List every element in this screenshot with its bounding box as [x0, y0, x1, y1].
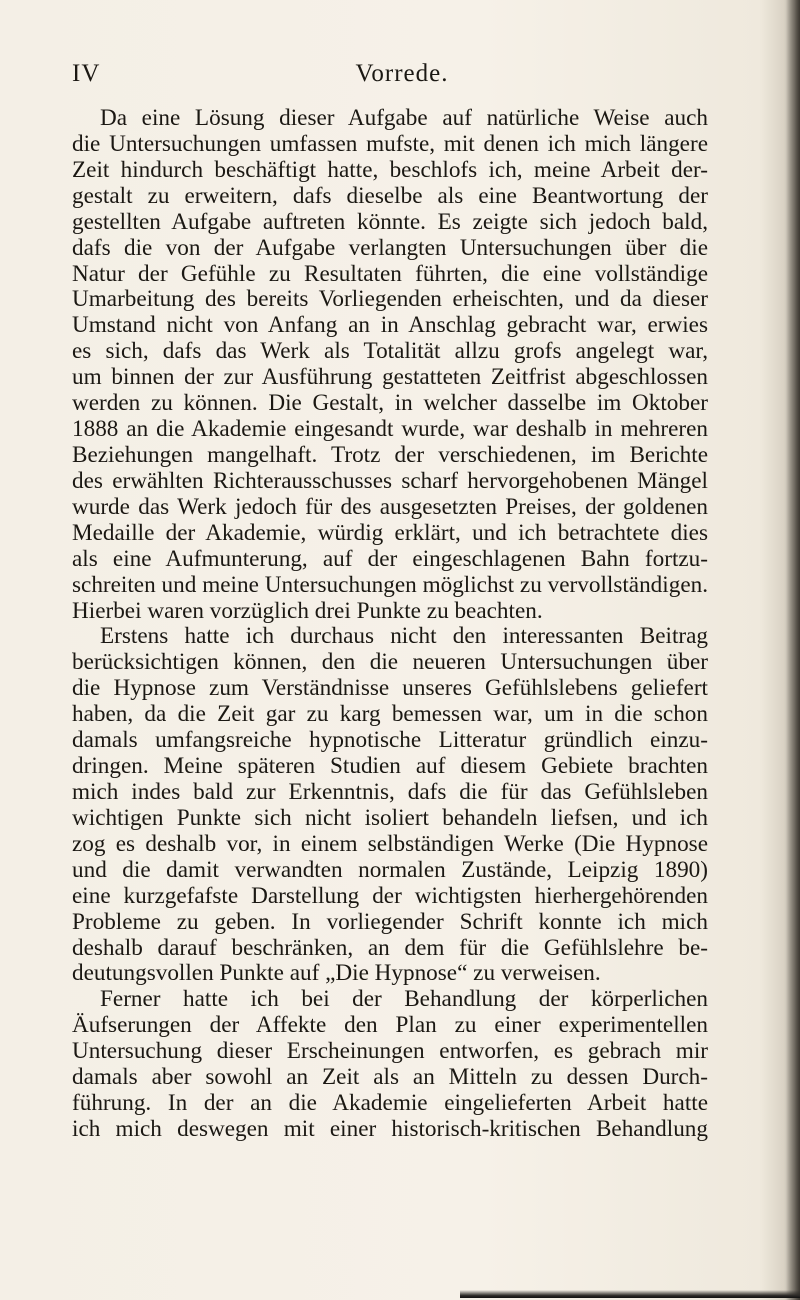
page-bottom-edge [460, 1290, 800, 1298]
text-line: zog es deshalb vor, in einem selbständigen Werke (Die Hypnose [72, 830, 708, 857]
text-line: Untersuchung dieser Erscheinungen entworfen, es gebrach mir [72, 1038, 708, 1065]
text-line: Medaille der Akademie, würdig erklärt, und ich betrachtete dies [72, 519, 708, 546]
text-line: Da eine Lösung dieser Aufgabe auf natürliche Weise auch [100, 105, 708, 131]
text-line: um binnen der zur Ausführung gestatteten Zeitfrist abgeschlossen [72, 364, 708, 391]
text-line: gestellten Aufgabe auftreten könnte. Es zeigte sich jedoch bald, [72, 208, 708, 235]
text-line: Umstand nicht von Anfang an in Anschlag gebracht war, erwies [72, 312, 708, 339]
text-line: ich mich deswegen mit einer historisch-kritischen Behandlung [72, 1115, 708, 1142]
text-line: mich indes bald zur Erkenntnis, dafs die für das Gefühlsleben [72, 778, 708, 805]
text-line: damals umfangsreiche hypnotische Litteratur gründlich einzu- [72, 727, 708, 754]
text-line: führung. In der an die Akademie eingelieferten Arbeit hatte [72, 1090, 708, 1117]
text-line: gestalt zu erweitern, dafs dieselbe als eine Beantwortung der [72, 182, 708, 209]
text-line: Umarbeitung des bereits Vorliegenden erheischten, und da dieser [72, 286, 708, 313]
text-line: eine kurzgefafste Darstellung der wichtigsten hierhergehörenden [72, 882, 708, 909]
running-head: Vorrede. [355, 60, 449, 87]
text-line: Äufserungen der Affekte den Plan zu einer experimentellen [72, 1012, 708, 1039]
text-line: Hierbei waren vorzüglich drei Punkte zu beachten. [72, 597, 543, 624]
text-line: Ferner hatte ich bei der Behandlung der körperlichen [100, 986, 708, 1013]
text-line: Beziehungen mangelhaft. Trotz der verschiedenen, im Berichte [72, 441, 708, 468]
text-line: es sich, dafs das Werk als Totalität allzu grofs angelegt war, [72, 338, 708, 365]
text-line: deshalb darauf beschränken, an dem für die Gefühlslehre be- [72, 934, 708, 961]
text-line: deutungsvollen Punkte auf „Die Hypnose“ zu verweisen. [72, 960, 601, 987]
text-line: haben, da die Zeit gar zu karg bemessen war, um in die schon [72, 701, 708, 728]
text-line: Erstens hatte ich durchaus nicht den interessanten Beitrag [100, 623, 708, 650]
page-number: IV [72, 60, 101, 87]
text-line: die Hypnose zum Verständnisse unseres Gefühlslebens geliefert [72, 675, 708, 702]
text-line: werden zu können. Die Gestalt, in welcher dasselbe im Oktober [72, 390, 708, 417]
text-line: dafs die von der Aufgabe verlangten Untersuchungen über die [72, 234, 708, 261]
text-line: die Untersuchungen umfassen mufste, mit denen ich mich längere [72, 130, 708, 157]
text-line: 1888 an die Akademie eingesandt wurde, war deshalb in mehreren [72, 416, 708, 443]
text-line: des erwählten Richterausschusses scharf hervorgehobenen Mängel [72, 467, 708, 494]
page-header [72, 60, 712, 100]
text-line: dringen. Meine späteren Studien auf diesem Gebiete brachten [72, 753, 708, 780]
book-spine-shadow [786, 0, 800, 1300]
text-line: Probleme zu geben. In vorliegender Schrift konnte ich mich [72, 908, 708, 935]
body-text [72, 106, 708, 1143]
text-line: Natur der Gefühle zu Resultaten führten, die eine vollständige [72, 260, 708, 287]
text-line: schreiten und meine Untersuchungen möglichst zu vervollständigen. [72, 571, 708, 598]
text-line: als eine Aufmunterung, auf der eingeschlagenen Bahn fortzu- [72, 545, 708, 572]
text-line: und die damit verwandten normalen Zustände, Leipzig 1890) [72, 856, 708, 883]
text-line: Zeit hindurch beschäftigt hatte, beschlofs ich, meine Arbeit der- [72, 156, 708, 183]
text-line: damals aber sowohl an Zeit als an Mitteln zu dessen Durch- [72, 1064, 708, 1091]
text-line: wurde das Werk jedoch für des ausgesetzten Preises, der goldenen [72, 493, 708, 520]
text-line: wichtigen Punkte sich nicht isoliert behandeln liefsen, und ich [72, 804, 708, 831]
text-line: berücksichtigen können, den die neueren Untersuchungen über [72, 649, 708, 676]
